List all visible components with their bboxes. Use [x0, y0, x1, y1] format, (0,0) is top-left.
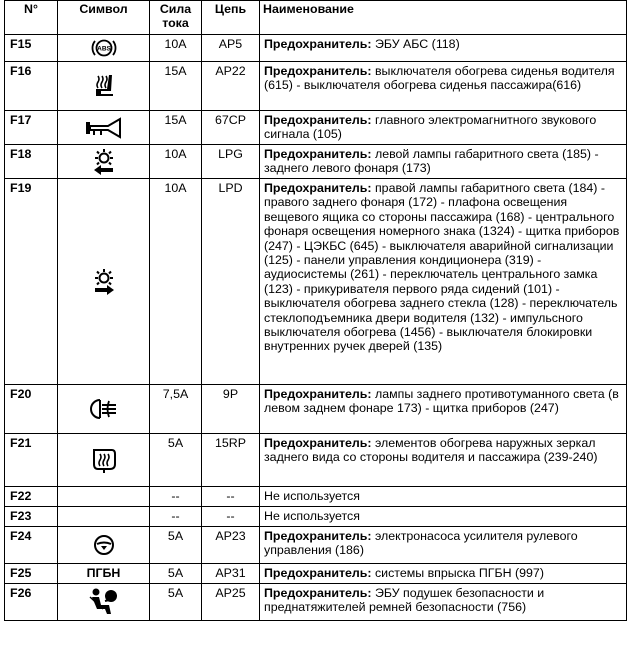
fuse-description [260, 527, 627, 564]
current-value: 10A [150, 179, 202, 385]
table-row [5, 111, 627, 145]
table-row [5, 62, 627, 111]
header-no: N° [5, 1, 58, 35]
circuit-code: 15RP [202, 434, 260, 487]
header-row [5, 1, 627, 35]
fuse-number: F15 [5, 35, 58, 62]
description-text: элементов обогрева наружных зеркал заднего вида со стороны водителя и пассажира (239-240) [264, 436, 598, 465]
fuse-number: F23 [5, 507, 58, 527]
fuse-number: F17 [5, 111, 58, 145]
right-side-lamp-icon [91, 268, 117, 296]
description-text: электронасоса усилителя рулевого управления (186) [264, 529, 578, 558]
circuit-code: -- [202, 487, 260, 507]
description-label: Предохранитель: [264, 436, 372, 450]
seat-heating-icon [92, 73, 116, 99]
current-value: 5A [150, 584, 202, 621]
description-label: Предохранитель: [264, 64, 372, 78]
current-value: 15A [150, 111, 202, 145]
description-label: Предохранитель: [264, 113, 372, 127]
header-circuit: Цепь [202, 1, 260, 35]
left-side-lamp-icon [91, 148, 117, 176]
table-row [5, 434, 627, 487]
airbag-icon [87, 587, 121, 617]
fuse-number: F22 [5, 487, 58, 507]
fuse-description [260, 434, 627, 487]
circuit-code: 9P [202, 385, 260, 434]
fuse-number: F19 [5, 179, 58, 385]
fuse-description [260, 564, 627, 584]
header-current: Сила тока [150, 1, 202, 35]
fuse-number: F16 [5, 62, 58, 111]
description-text: ЭБУ подушек безопасности и преднатяжителей ремней безопасности (756) [264, 586, 545, 615]
description-label: Предохранитель: [264, 586, 372, 600]
table-row [5, 179, 627, 385]
table-row [5, 145, 627, 179]
circuit-code: LPD [202, 179, 260, 385]
description-text: главного электромагнитного звукового сигнала (105) [264, 113, 597, 142]
symbol-cell [58, 487, 150, 507]
description-label: Предохранитель: [264, 387, 372, 401]
description-label: Предохранитель: [264, 181, 372, 195]
lpg-symbol-text: ПГБН [86, 566, 121, 581]
fuse-description [260, 35, 627, 62]
description-label: Предохранитель: [264, 147, 372, 161]
description-text: правой лампы габаритного света (184) - правого заднего фонаря (172) - плафона освещения вещевого ящика со стороны пассажира (168) - центрального фонаря освещения номерного знака (1324) - щитка приборов (247) - ЦЭКБС (645) - выключателя аварийной сигнализации (125) - панели управления кондиционера (319) - аудиосистемы (261) - переключатель центрального замка (123) - прикуривателя первого ряда сидений (101) - выключателя обогрева заднего стекла (128) - переключатель стеклоподъемника двери водителя (132) - импульсного выключателя обогрева (1456) - выключателя блокировки внутренних ручек дверей (135) [264, 181, 620, 354]
table-row [5, 527, 627, 564]
circuit-code: AP5 [202, 35, 260, 62]
fuse-description [260, 179, 627, 385]
mirror-heating-icon [90, 446, 118, 474]
description-text: левой лампы габаритного света (185) - заднего левого фонаря (173) [264, 147, 599, 176]
rear-fog-icon [90, 397, 118, 421]
fuse-number: F18 [5, 145, 58, 179]
header-symbol: Символ [58, 1, 150, 35]
table-row [5, 584, 627, 621]
current-value: 10A [150, 145, 202, 179]
fuse-description: Не используется [260, 507, 627, 527]
current-value: -- [150, 487, 202, 507]
steering-icon [92, 533, 116, 557]
svg-text:ABS: ABS [96, 45, 111, 53]
current-value: 5A [150, 434, 202, 487]
description-label: Предохранитель: [264, 566, 372, 580]
fuse-number: F24 [5, 527, 58, 564]
horn-icon [84, 116, 124, 140]
table-row [5, 35, 627, 62]
circuit-code: AP22 [202, 62, 260, 111]
fuse-table [4, 0, 627, 621]
circuit-code: 67CP [202, 111, 260, 145]
fuse-description [260, 62, 627, 111]
fuse-number: F20 [5, 385, 58, 434]
table-row [5, 507, 627, 527]
fuse-description [260, 145, 627, 179]
circuit-code: -- [202, 507, 260, 527]
header-name: Наименование [260, 1, 627, 35]
circuit-code: AP23 [202, 527, 260, 564]
fuse-description [260, 584, 627, 621]
circuit-code: AP31 [202, 564, 260, 584]
table-row [5, 487, 627, 507]
fuse-description: Не используется [260, 487, 627, 507]
description-text: выключателя обогрева сиденья водителя (615) - выключателя обогрева сиденья пассажира(616) [264, 64, 615, 93]
abs-icon [91, 37, 117, 59]
current-value: 10A [150, 35, 202, 62]
fuse-number: F25 [5, 564, 58, 584]
description-text: системы впрыска ПГБН (997) [371, 566, 544, 580]
current-value: 15A [150, 62, 202, 111]
description-text: лампы заднего противотуманного света (в левом заднем фонаре 173) - щитка приборов (247) [264, 387, 619, 416]
current-value: -- [150, 507, 202, 527]
description-label: Предохранитель: [264, 37, 372, 51]
symbol-cell [58, 507, 150, 527]
fuse-description [260, 385, 627, 434]
current-value: 5A [150, 564, 202, 584]
fuse-number: F26 [5, 584, 58, 621]
circuit-code: AP25 [202, 584, 260, 621]
fuse-description [260, 111, 627, 145]
table-row [5, 564, 627, 584]
fuse-number: F21 [5, 434, 58, 487]
description-label: Предохранитель: [264, 529, 372, 543]
table-row [5, 385, 627, 434]
circuit-code: LPG [202, 145, 260, 179]
description-text: ЭБУ АБС (118) [371, 37, 460, 51]
current-value: 5A [150, 527, 202, 564]
current-value: 7,5A [150, 385, 202, 434]
